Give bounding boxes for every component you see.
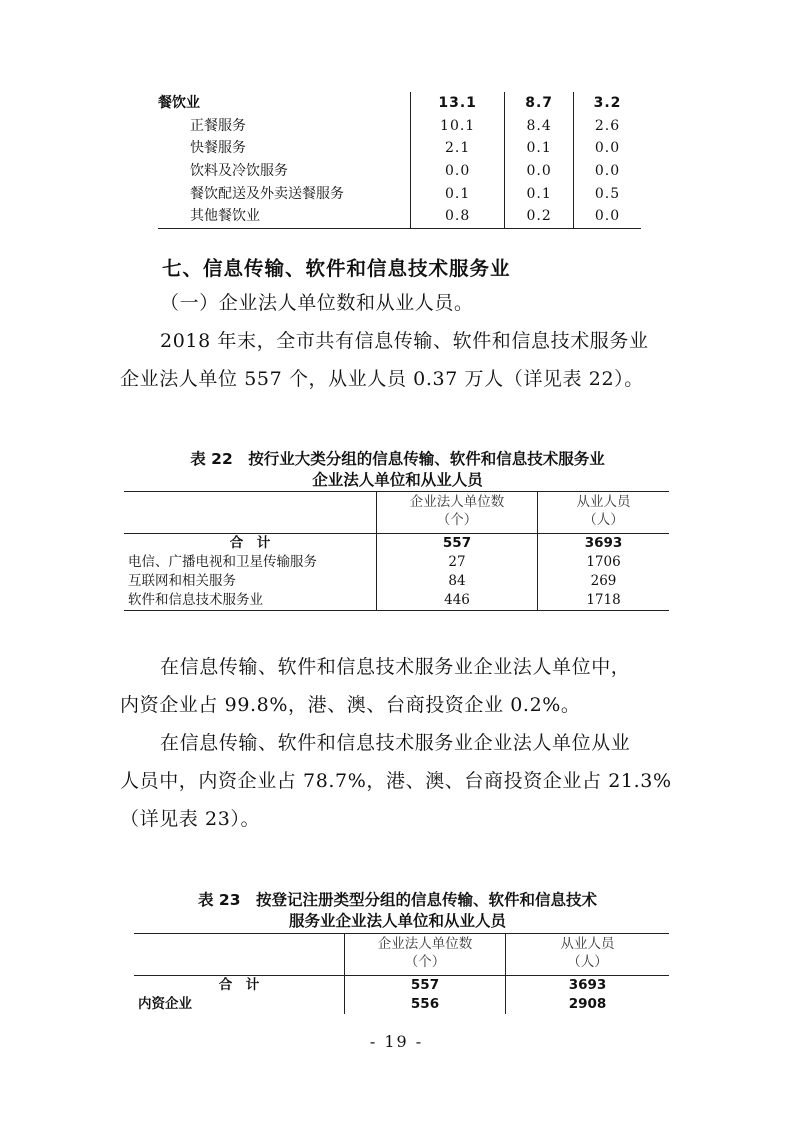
row-label: 合 计	[229, 535, 271, 551]
cell-value: 557	[377, 534, 538, 554]
table-title-line: 服务业企业法人单位和从业人员	[288, 912, 506, 930]
cell-value: 1706	[538, 553, 670, 572]
cell-value: 0.1	[411, 182, 505, 205]
table-row	[124, 534, 669, 554]
paragraph-line: 在信息传输、软件和信息技术服务业企业法人单位从业	[160, 732, 631, 754]
cell-value: 1718	[538, 591, 670, 611]
table-row	[158, 137, 641, 160]
row-label: 内资企业	[138, 996, 192, 1012]
row-label: 快餐服务	[190, 140, 246, 157]
cell-value: 557	[345, 976, 506, 996]
row-label: 电信、广播电视和卫星传输服务	[128, 554, 317, 570]
cell-value: 8.7	[505, 92, 574, 115]
table-row	[124, 553, 669, 572]
cell-value: 3693	[538, 534, 670, 554]
column-header-text: 从业人员	[560, 936, 615, 952]
table-row	[134, 976, 669, 996]
row-label: 互联网和相关服务	[128, 573, 236, 589]
table-header-row	[124, 492, 669, 534]
cell-value: 84	[377, 572, 538, 591]
table-row	[158, 182, 641, 205]
row-label: 餐饮业	[158, 95, 200, 112]
cell-value: 0.1	[505, 137, 574, 160]
cell-value: 0.0	[573, 137, 641, 160]
column-header-unit: （个）	[404, 954, 446, 970]
row-label: 合 计	[218, 977, 260, 993]
table-title-line: 企业法人单位和从业人员	[312, 471, 483, 489]
table23	[134, 933, 669, 1014]
paragraph-line: 2018 年末，全市共有信息传输、软件和信息技术服务业	[160, 330, 649, 352]
cell-value: 556	[345, 995, 506, 1014]
table-title-line: 表 23 按登记注册类型分组的信息传输、软件和信息技术	[198, 891, 597, 909]
section-body	[120, 284, 680, 398]
table-row	[158, 205, 641, 228]
row-label: 饮料及冷饮服务	[190, 163, 288, 180]
cell-value: 2908	[506, 995, 670, 1014]
table-row	[158, 115, 641, 138]
body-paragraphs	[120, 648, 680, 838]
column-header	[538, 492, 670, 534]
cell-value: 0.1	[505, 182, 574, 205]
cell-value: 0.0	[505, 160, 574, 183]
cell-value: 27	[377, 553, 538, 572]
row-label: 餐饮配送及外卖送餐服务	[190, 185, 344, 202]
column-header-text: 企业法人单位数	[377, 936, 473, 952]
table23-title	[120, 890, 675, 932]
cell-value: 3.2	[573, 92, 641, 115]
column-header-unit: （个）	[436, 512, 478, 528]
column-header-text: 从业人员	[576, 494, 631, 510]
column-header	[506, 934, 670, 976]
cell-value: 8.4	[505, 115, 574, 138]
cell-value: 10.1	[411, 115, 505, 138]
column-header	[377, 492, 538, 534]
table-row	[134, 995, 669, 1014]
subheading: （一）企业法人单位数和从业人员。	[160, 292, 474, 314]
table-row	[158, 160, 641, 183]
cell-value: 0.5	[573, 182, 641, 205]
restaurant-table	[158, 92, 641, 229]
table-row	[124, 591, 669, 611]
paragraph-line: 在信息传输、软件和信息技术服务业企业法人单位中，	[160, 656, 631, 678]
section-heading: 七、信息传输、软件和信息技术服务业	[162, 257, 511, 280]
cell-value: 3693	[506, 976, 670, 996]
column-header-text: 企业法人单位数	[409, 494, 505, 510]
cell-value: 0.0	[573, 205, 641, 228]
cell-value: 2.1	[411, 137, 505, 160]
table-row	[158, 92, 641, 115]
cell-value: 13.1	[411, 92, 505, 115]
page-number: - 19 -	[369, 1032, 424, 1051]
paragraph-line: 内资企业占 99.8%，港、澳、台商投资企业 0.2%。	[120, 694, 581, 716]
paragraph-line: 企业法人单位 557 个，从业人员 0.37 万人（详见表 22）。	[120, 368, 644, 390]
column-header-unit: （人）	[583, 512, 624, 528]
cell-value: 0.8	[411, 205, 505, 228]
cell-value: 2.6	[573, 115, 641, 138]
header-empty-cell	[134, 934, 345, 976]
row-label: 软件和信息技术服务业	[128, 592, 263, 608]
header-empty-cell	[124, 492, 377, 534]
cell-value: 446	[377, 591, 538, 611]
cell-value: 0.0	[411, 160, 505, 183]
table22	[124, 491, 669, 611]
table-header-row	[134, 934, 669, 976]
row-label: 其他餐饮业	[190, 208, 260, 225]
column-header	[345, 934, 506, 976]
row-label: 正餐服务	[190, 117, 246, 134]
paragraph-line: 人员中，内资企业占 78.7%，港、澳、台商投资企业占 21.3%	[120, 770, 672, 792]
table-title-line: 表 22 按行业大类分组的信息传输、软件和信息技术服务业	[190, 450, 605, 468]
cell-value: 0.2	[505, 205, 574, 228]
cell-value: 269	[538, 572, 670, 591]
table-row	[124, 572, 669, 591]
column-header-unit: （人）	[567, 954, 608, 970]
paragraph-line: （详见表 23）。	[120, 808, 261, 830]
table22-title	[120, 449, 675, 491]
cell-value: 0.0	[573, 160, 641, 183]
